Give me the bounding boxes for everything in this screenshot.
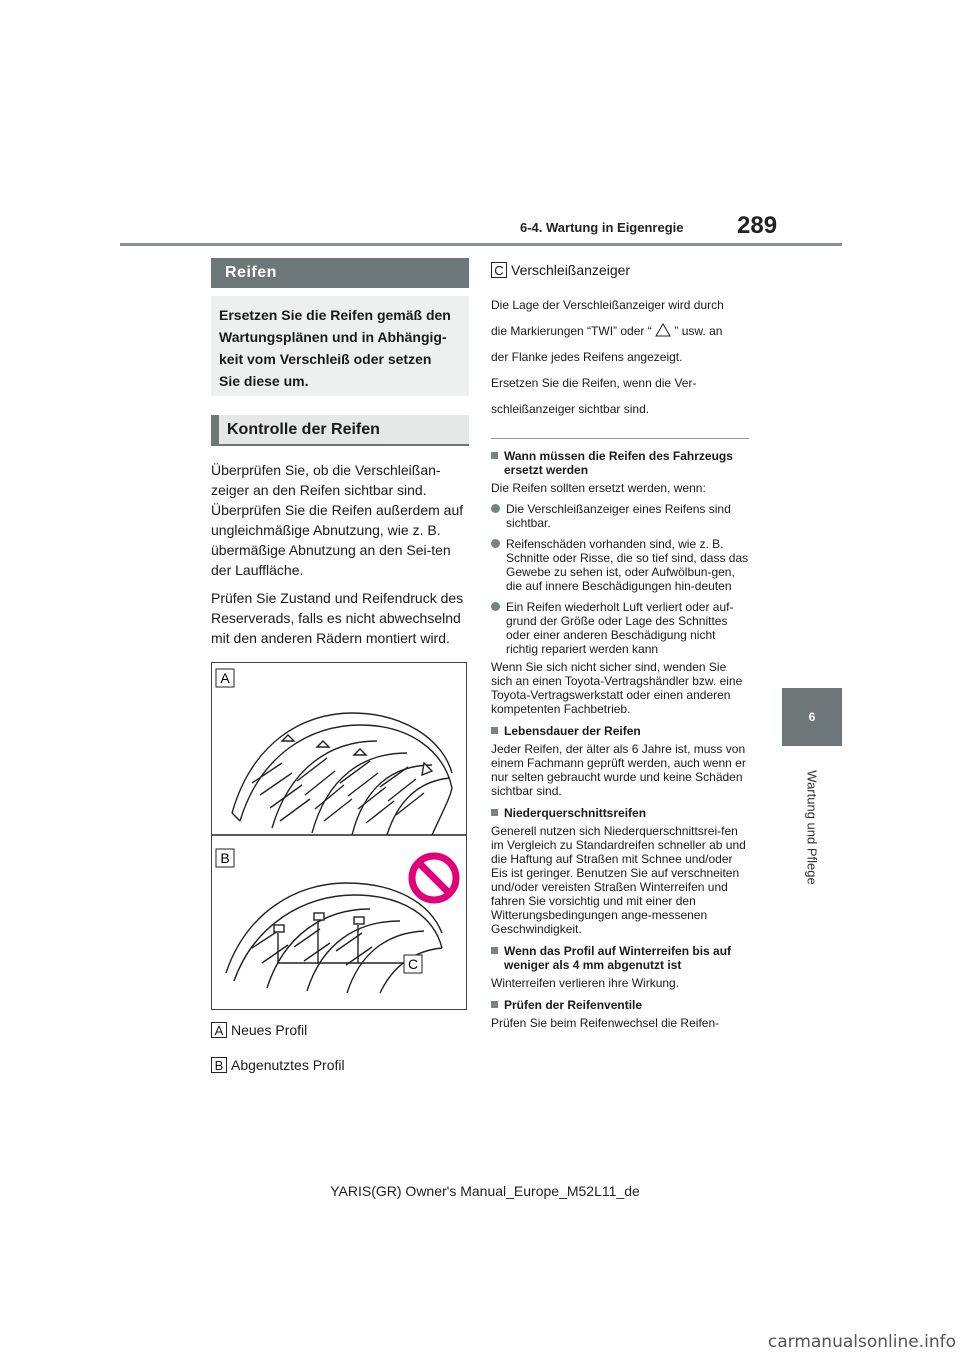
section-title: 6-4. Wartung in Eigenregie [520,220,684,235]
wear-indicator-heading [491,262,749,278]
legend-letter: A [211,1022,227,1038]
legend-text: Abgenutztes Profil [231,1057,345,1073]
square-bullet-icon [491,452,498,459]
section-text: Prüfen Sie beim Reifenwechsel die Reifen- [491,1016,720,1030]
section-heading [491,724,749,738]
list-item [491,537,749,593]
footer-text: YARIS(GR) Owner's Manual_Europe_M52L11_de [330,1183,640,1199]
text-fragment: die Markierungen “TWI” oder “ [491,324,652,338]
paragraph: Überprüfen Sie, ob die Verschleißan-zeiger an den Reifen sichtbar sind. Überprüfen Sie die Reifen außerdem auf ungleichmäßige Abnutzung, wie z. B. übermäßige Abnutzung an den Sei-ten der Lauffläche. [211,462,464,578]
section-divider [491,438,749,439]
footer [0,1183,960,1199]
header-rule [120,243,842,246]
tire-illustration [212,663,466,1009]
list-item [491,502,749,530]
tire-tread-figure [211,662,467,1010]
section-heading-text: Lebensdauer der Reifen [504,724,641,738]
prohibition-icon [412,856,456,900]
section-heading-text: Wann müssen die Reifen des Fahrzeugs ersetzt werden [504,449,733,477]
section-heading-text: Prüfen der Reifenventile [504,998,643,1012]
text-line: der Flanke jedes Reifens angezeigt. [491,350,683,364]
label-c: C [407,956,419,972]
label-a: A [220,670,230,686]
worn-tire-drawing [226,883,442,993]
summary-line: Sie diese um. [219,373,309,389]
watermark: carmanualsonline.info [767,1332,956,1352]
paragraph: Prüfen Sie Zustand und Reifendruck des Reserverads, falls es nicht abwechselnd mit den anderen Rädern montiert wird. [211,590,464,646]
legend-letter: C [491,262,507,278]
square-bullet-icon [491,947,498,954]
label-b: B [220,850,230,866]
summary-box [211,296,469,396]
section-heading-text: Niederquerschnittsreifen [504,806,647,820]
square-bullet-icon [491,809,498,816]
list-item-text: Ein Reifen wiederholt Luft verliert oder auf-grund der Größe oder Lage des Schnittes oder einer anderen Beschädigung nicht richtig repariert werden kann [506,600,734,656]
square-bullet-icon [491,1001,498,1008]
section-text: Generell nutzen sich Niederquerschnittsrei-fen im Vergleich zu Standardreifen schneller ab und die Haftung auf Straßen mit Schnee und/oder Eis ist geringer. Benutzen Sie auf verschneiten und/oder vereisten Straßen Winterreifen und fahren Sie vorsichtig und mit einer den Witterungsbedingungen ange-messenen Geschwindigkeit. [491,824,746,936]
section-text: Wenn Sie sich nicht sicher sind, wenden Sie sich an einen Toyota-Vertragshändler bzw. eine Toyota-Vertragswerkstatt oder einen anderen kompetenten Fachbetrieb. [491,660,743,716]
heading-kontrolle: Kontrolle der Reifen [211,415,469,445]
section-heading [491,806,749,820]
circle-bullet-icon [491,539,500,548]
summary-line: Ersetzen Sie die Reifen gemäß den [219,307,451,323]
heading-reifen: Reifen [211,258,469,288]
summary-line: Wartungsplänen und in Abhängig- [219,329,447,345]
section-heading-text: Wenn das Profil auf Winterreifen bis auf weniger als 4 mm abgenutzt ist [504,944,732,972]
chapter-label-text: Wartung und Pflege [804,769,820,885]
list-item [491,600,749,656]
page-number: 289 [737,212,778,239]
wear-indicator-title: Verschleißanzeiger [511,262,631,278]
body-text-left [211,460,469,656]
text-line: Die Lage der Verschleißanzeiger wird durch [491,298,724,312]
section-heading [491,998,749,1012]
legend-item [211,1057,345,1073]
circle-bullet-icon [491,504,500,513]
legend-item [211,1022,307,1038]
section-heading [491,449,749,477]
section-text: Winterreifen verlieren ihre Wirkung. [491,976,680,990]
triangle-icon [655,323,671,337]
text-fragment: ” usw. an [674,324,723,338]
list-item-text: Die Verschleißanzeiger eines Reifens sind sichtbar. [506,502,731,530]
text-line [491,318,749,344]
chapter-tab-number: 6 [782,688,842,746]
section-text: Jeder Reifen, der älter als 6 Jahre ist, muss von einem Fachmann geprüft werden, auch wenn er nur selten gebraucht wurde und keine Schäden sichtbar sind. [491,742,746,798]
legend-text: Neues Profil [231,1022,308,1038]
legend-letter: B [211,1057,227,1073]
circle-bullet-icon [491,602,500,611]
chapter-tab-label [782,752,842,902]
new-tire-drawing [232,713,452,835]
summary-line: keit vom Verschleiß oder setzen [219,351,432,367]
heading-underline [211,444,469,446]
right-column [491,262,749,1030]
section-text: Die Reifen sollten ersetzt werden, wenn: [491,481,706,495]
section-heading [491,944,749,972]
text-line: schleißanzeiger sichtbar sind. [491,402,650,416]
list-item-text: Reifenschäden vorhanden sind, wie z. B. Schnitte oder Risse, die so tief sind, dass das Gewebe zu sehen ist, oder Aufwölbun-gen, die auf innere Beschädigungen hin-deuten [506,537,749,593]
square-bullet-icon [491,727,498,734]
wear-indicator-text [491,292,749,422]
text-line: Ersetzen Sie die Reifen, wenn die Ver- [491,376,697,390]
